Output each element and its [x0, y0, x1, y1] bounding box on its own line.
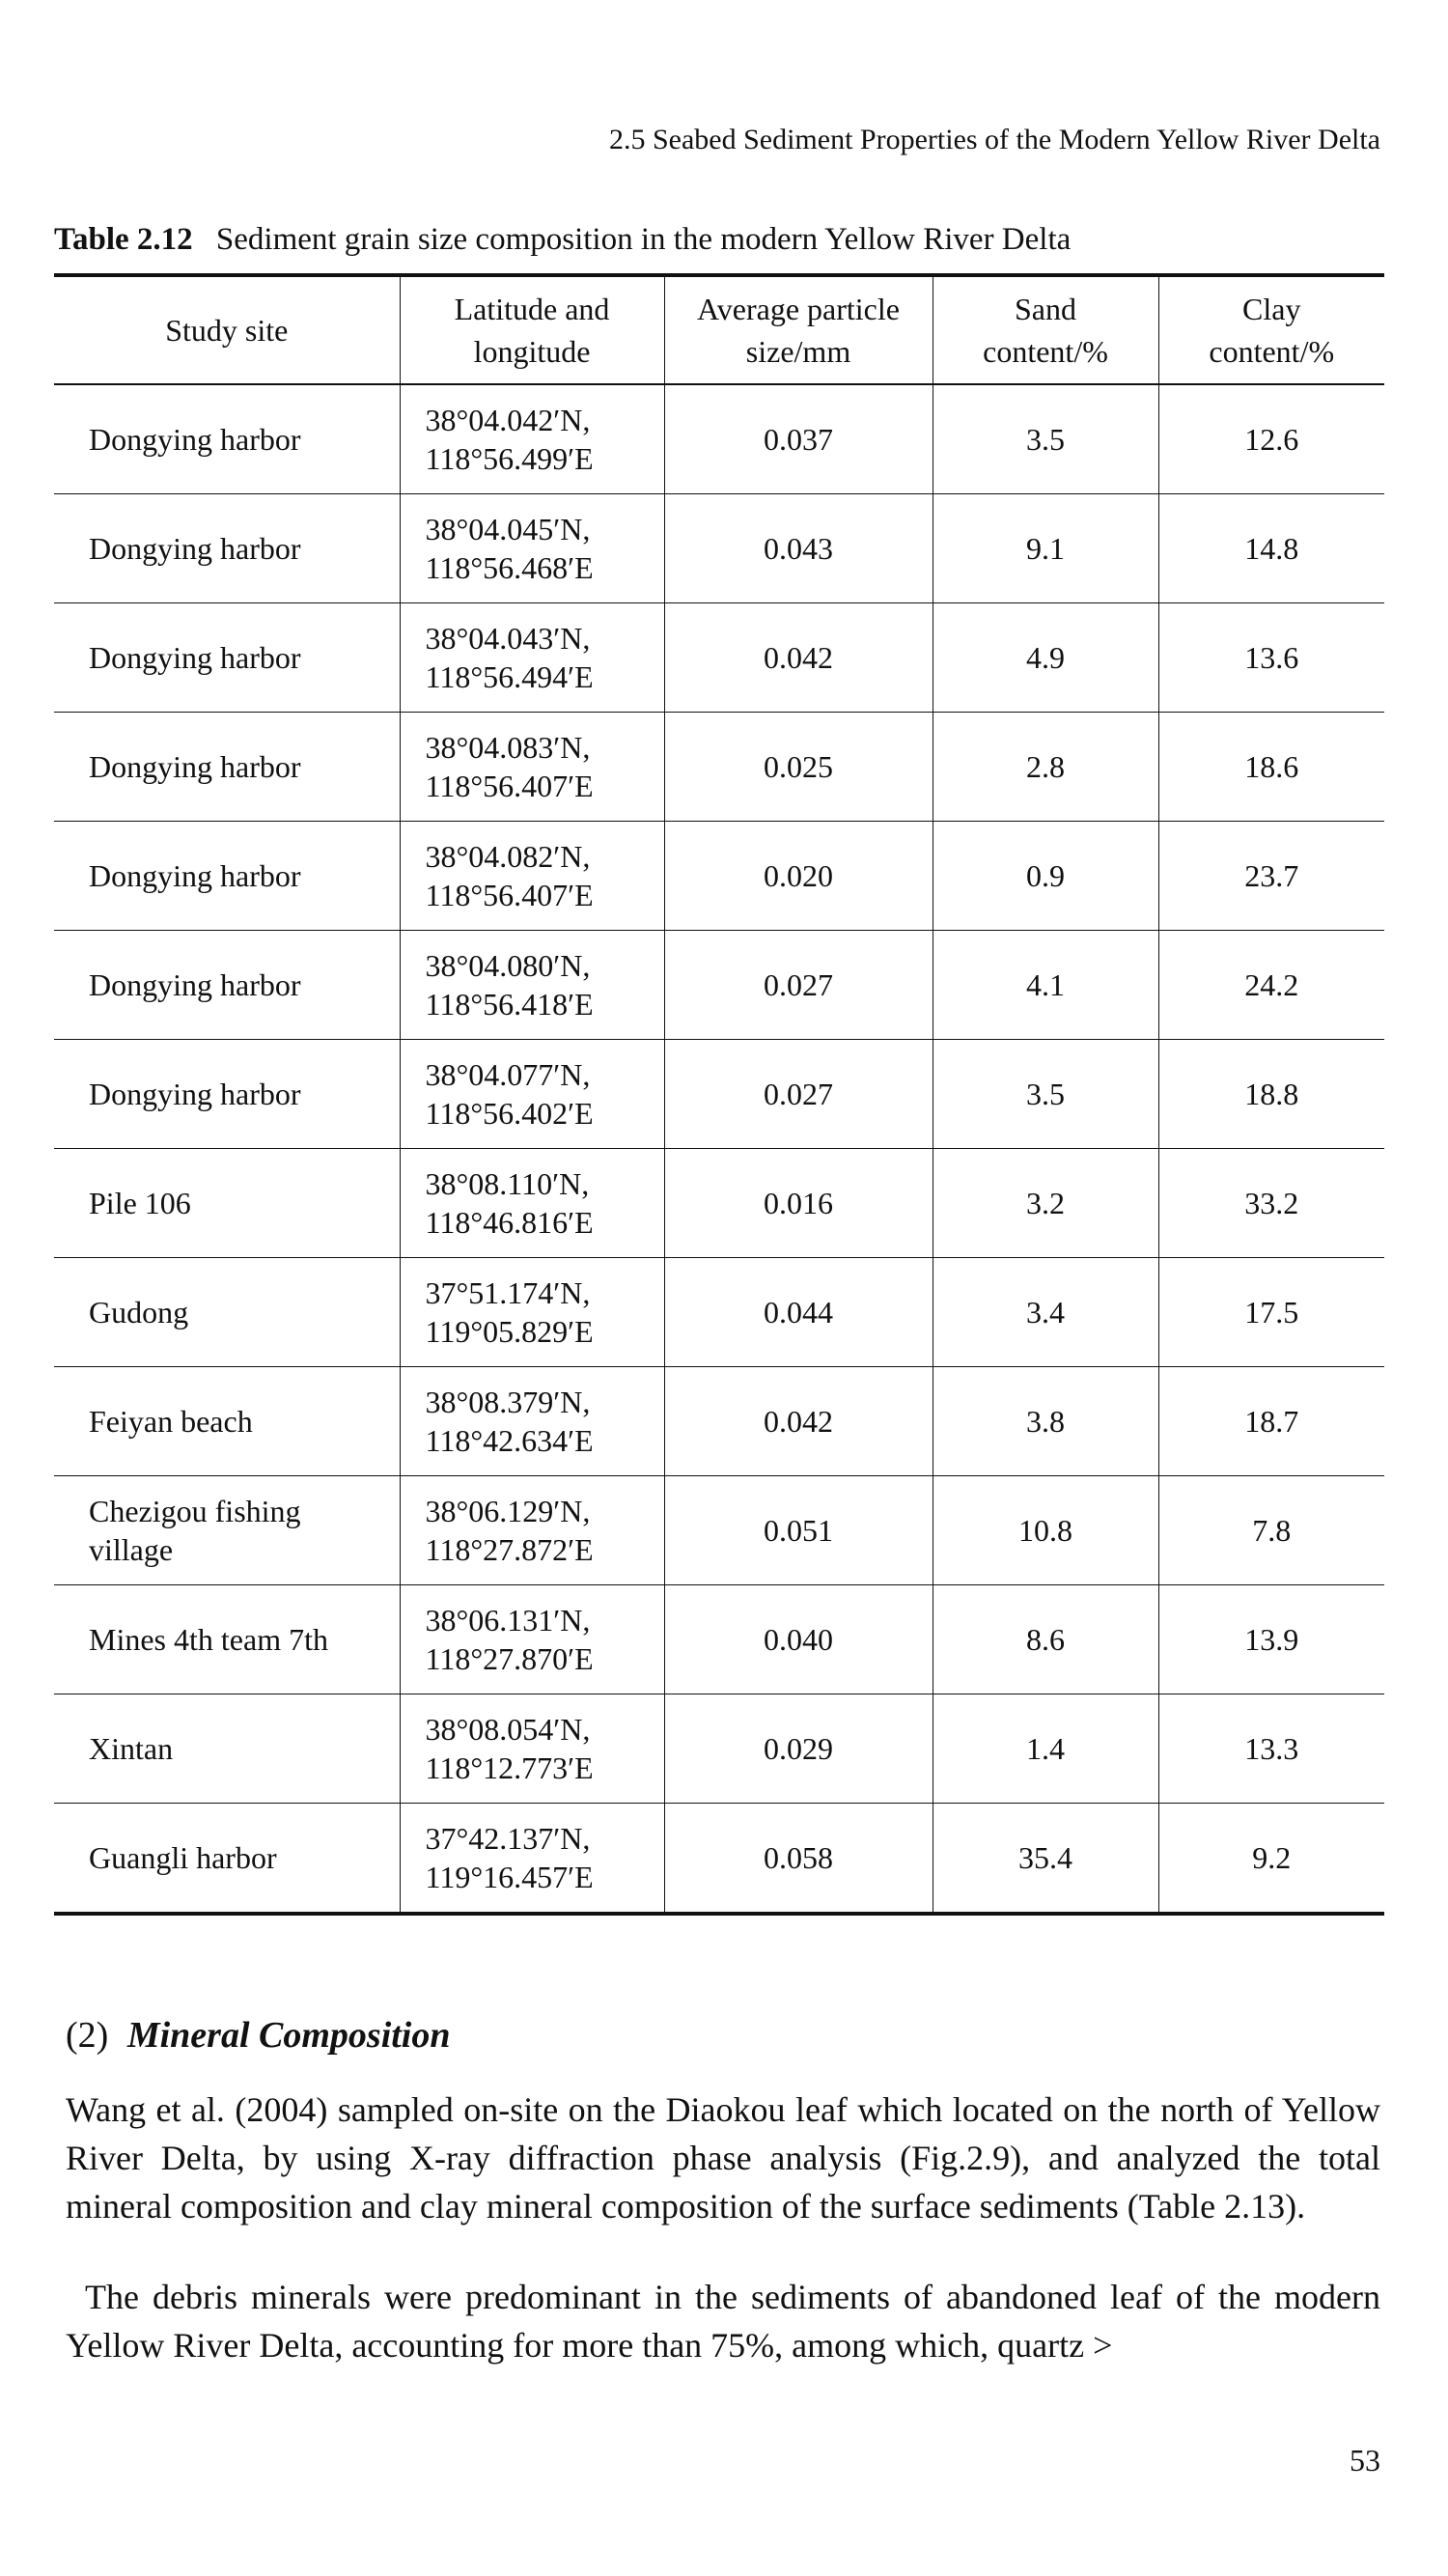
latitude-text: 38°04.043′N,	[425, 621, 591, 656]
cell-lat-long	[400, 603, 664, 713]
cell-study-site: Dongying harbor	[89, 858, 301, 893]
cell-avg-particle-size: 0.044	[664, 1258, 933, 1367]
cell-sand-content: 3.2	[933, 1149, 1158, 1258]
cell-avg-particle-size: 0.043	[664, 494, 933, 603]
longitude-text: 118°56.418′E	[425, 987, 594, 1022]
cell-avg-particle-size: 0.016	[664, 1149, 933, 1258]
column-header-sand: Sand content/%	[933, 275, 1158, 384]
longitude-text: 118°27.870′E	[425, 1641, 594, 1676]
latitude-text: 38°08.110′N,	[425, 1166, 590, 1201]
cell-sand-content: 1.4	[933, 1694, 1158, 1804]
cell-avg-particle-size: 0.040	[664, 1585, 933, 1694]
section-heading	[66, 2014, 451, 2057]
cell-sand-content: 4.1	[933, 931, 1158, 1040]
longitude-text: 118°56.499′E	[425, 441, 594, 476]
longitude-text: 118°46.816′E	[425, 1205, 594, 1240]
cell-lat-long	[400, 1367, 664, 1476]
table-row	[54, 1258, 1384, 1367]
table-row	[54, 1367, 1384, 1476]
column-header-avg-size: Average particle size/mm	[664, 275, 933, 384]
table-row	[54, 603, 1384, 713]
table-row	[54, 822, 1384, 931]
column-header-lat-long: Latitude and longitude	[400, 275, 664, 384]
cell-clay-content: 18.7	[1158, 1367, 1384, 1476]
cell-sand-content: 35.4	[933, 1804, 1158, 1915]
table-row	[54, 1476, 1384, 1585]
cell-clay-content: 13.9	[1158, 1585, 1384, 1694]
cell-clay-content: 18.6	[1158, 713, 1384, 822]
cell-sand-content: 10.8	[933, 1476, 1158, 1585]
latitude-text: 38°04.080′N,	[425, 948, 591, 983]
cell-avg-particle-size: 0.020	[664, 822, 933, 931]
cell-lat-long	[400, 494, 664, 603]
latitude-text: 38°08.054′N,	[425, 1712, 591, 1747]
table-row	[54, 1804, 1384, 1915]
page-number: 53	[1350, 2443, 1380, 2478]
table-row	[54, 1585, 1384, 1694]
cell-sand-content: 2.8	[933, 713, 1158, 822]
latitude-text: 38°04.083′N,	[425, 730, 591, 765]
cell-clay-content: 17.5	[1158, 1258, 1384, 1367]
longitude-text: 118°56.468′E	[425, 550, 594, 585]
cell-lat-long	[400, 1258, 664, 1367]
cell-clay-content: 13.6	[1158, 603, 1384, 713]
cell-study-site: Dongying harbor	[89, 531, 301, 566]
cell-clay-content: 12.6	[1158, 384, 1384, 494]
longitude-text: 119°16.457′E	[425, 1860, 594, 1894]
cell-clay-content: 13.3	[1158, 1694, 1384, 1804]
cell-avg-particle-size: 0.051	[664, 1476, 933, 1585]
section-number: (2)	[66, 2015, 109, 2056]
cell-avg-particle-size: 0.025	[664, 713, 933, 822]
body-paragraph-1: Wang et al. (2004) sampled on-site on the Diaokou leaf which located on the north of Yellow River Delta, by using X-ray diffraction phase analysis (Fig.2.9), and analyzed the total mineral composition and clay mineral composition of the surface sediments (Table 2.13).	[66, 2090, 1380, 2226]
cell-avg-particle-size: 0.037	[664, 384, 933, 494]
latitude-text: 37°42.137′N,	[425, 1821, 591, 1856]
cell-lat-long	[400, 1040, 664, 1149]
table-row	[54, 931, 1384, 1040]
longitude-text: 118°56.407′E	[425, 878, 594, 912]
cell-study-site: Gudong	[89, 1295, 189, 1330]
cell-study-site: Guangli harbor	[89, 1840, 277, 1875]
header-row	[54, 275, 1384, 384]
cell-study-site: Chezigou fishing village	[89, 1494, 301, 1567]
cell-sand-content: 3.4	[933, 1258, 1158, 1367]
table-label: Table 2.12	[54, 222, 193, 257]
latitude-text: 38°04.045′N,	[425, 512, 591, 546]
latitude-text: 38°04.077′N,	[425, 1057, 591, 1092]
cell-clay-content: 7.8	[1158, 1476, 1384, 1585]
cell-lat-long	[400, 384, 664, 494]
latitude-text: 38°08.379′N,	[425, 1385, 591, 1419]
cell-sand-content: 0.9	[933, 822, 1158, 931]
table-row	[54, 384, 1384, 494]
table-row	[54, 1694, 1384, 1804]
cell-avg-particle-size: 0.027	[664, 1040, 933, 1149]
cell-study-site: Dongying harbor	[89, 1077, 301, 1111]
latitude-text: 38°06.129′N,	[425, 1494, 591, 1528]
cell-lat-long	[400, 1804, 664, 1915]
longitude-text: 118°42.634′E	[425, 1423, 594, 1458]
table-caption-text: Sediment grain size composition in the modern Yellow River Delta	[215, 222, 1072, 257]
latitude-text: 38°04.042′N,	[425, 403, 591, 437]
longitude-text: 118°56.402′E	[425, 1096, 594, 1131]
section-title: Mineral Composition	[126, 2015, 451, 2056]
cell-clay-content: 9.2	[1158, 1804, 1384, 1915]
cell-sand-content: 8.6	[933, 1585, 1158, 1694]
running-header: 2.5 Seabed Sediment Properties of the Modern Yellow River Delta	[608, 124, 1380, 155]
cell-avg-particle-size: 0.042	[664, 603, 933, 713]
table-caption	[54, 222, 1386, 258]
table-row	[54, 494, 1384, 603]
cell-sand-content: 3.8	[933, 1367, 1158, 1476]
cell-study-site: Feiyan beach	[89, 1404, 253, 1439]
cell-clay-content: 33.2	[1158, 1149, 1384, 1258]
cell-clay-content: 23.7	[1158, 822, 1384, 931]
cell-study-site: Mines 4th team 7th	[89, 1622, 328, 1657]
cell-avg-particle-size: 0.027	[664, 931, 933, 1040]
cell-lat-long	[400, 1585, 664, 1694]
cell-lat-long	[400, 1476, 664, 1585]
column-header-clay: Clay content/%	[1158, 275, 1384, 384]
cell-avg-particle-size: 0.042	[664, 1367, 933, 1476]
cell-lat-long	[400, 1694, 664, 1804]
cell-lat-long	[400, 931, 664, 1040]
cell-study-site: Dongying harbor	[89, 422, 301, 457]
cell-study-site: Dongying harbor	[89, 640, 301, 675]
longitude-text: 118°56.494′E	[425, 659, 594, 694]
table-header	[54, 275, 1384, 384]
cell-lat-long	[400, 822, 664, 931]
cell-clay-content: 14.8	[1158, 494, 1384, 603]
column-header-study-site: Study site	[165, 313, 289, 348]
cell-study-site: Dongying harbor	[89, 749, 301, 784]
grain-size-table	[54, 273, 1384, 1916]
cell-sand-content: 3.5	[933, 1040, 1158, 1149]
cell-avg-particle-size: 0.058	[664, 1804, 933, 1915]
table-row	[54, 1040, 1384, 1149]
body-paragraph-2: The debris minerals were predominant in the sediments of abandoned leaf of the modern Yellow River Delta, accounting for more than 75%, among which, quartz >	[66, 2278, 1380, 2365]
cell-lat-long	[400, 713, 664, 822]
cell-sand-content: 3.5	[933, 384, 1158, 494]
longitude-text: 118°27.872′E	[425, 1532, 594, 1567]
table-body	[54, 384, 1384, 1914]
cell-clay-content: 18.8	[1158, 1040, 1384, 1149]
latitude-text: 37°51.174′N,	[425, 1275, 591, 1310]
longitude-text: 118°56.407′E	[425, 769, 594, 803]
cell-clay-content: 24.2	[1158, 931, 1384, 1040]
longitude-text: 118°12.773′E	[425, 1750, 594, 1785]
cell-study-site: Xintan	[89, 1731, 174, 1766]
table-row	[54, 1149, 1384, 1258]
table-row	[54, 713, 1384, 822]
cell-sand-content: 9.1	[933, 494, 1158, 603]
cell-lat-long	[400, 1149, 664, 1258]
latitude-text: 38°04.082′N,	[425, 839, 591, 874]
cell-sand-content: 4.9	[933, 603, 1158, 713]
longitude-text: 119°05.829′E	[425, 1314, 594, 1349]
cell-avg-particle-size: 0.029	[664, 1694, 933, 1804]
cell-study-site: Dongying harbor	[89, 967, 301, 1002]
cell-study-site: Pile 106	[89, 1186, 191, 1220]
latitude-text: 38°06.131′N,	[425, 1603, 591, 1638]
